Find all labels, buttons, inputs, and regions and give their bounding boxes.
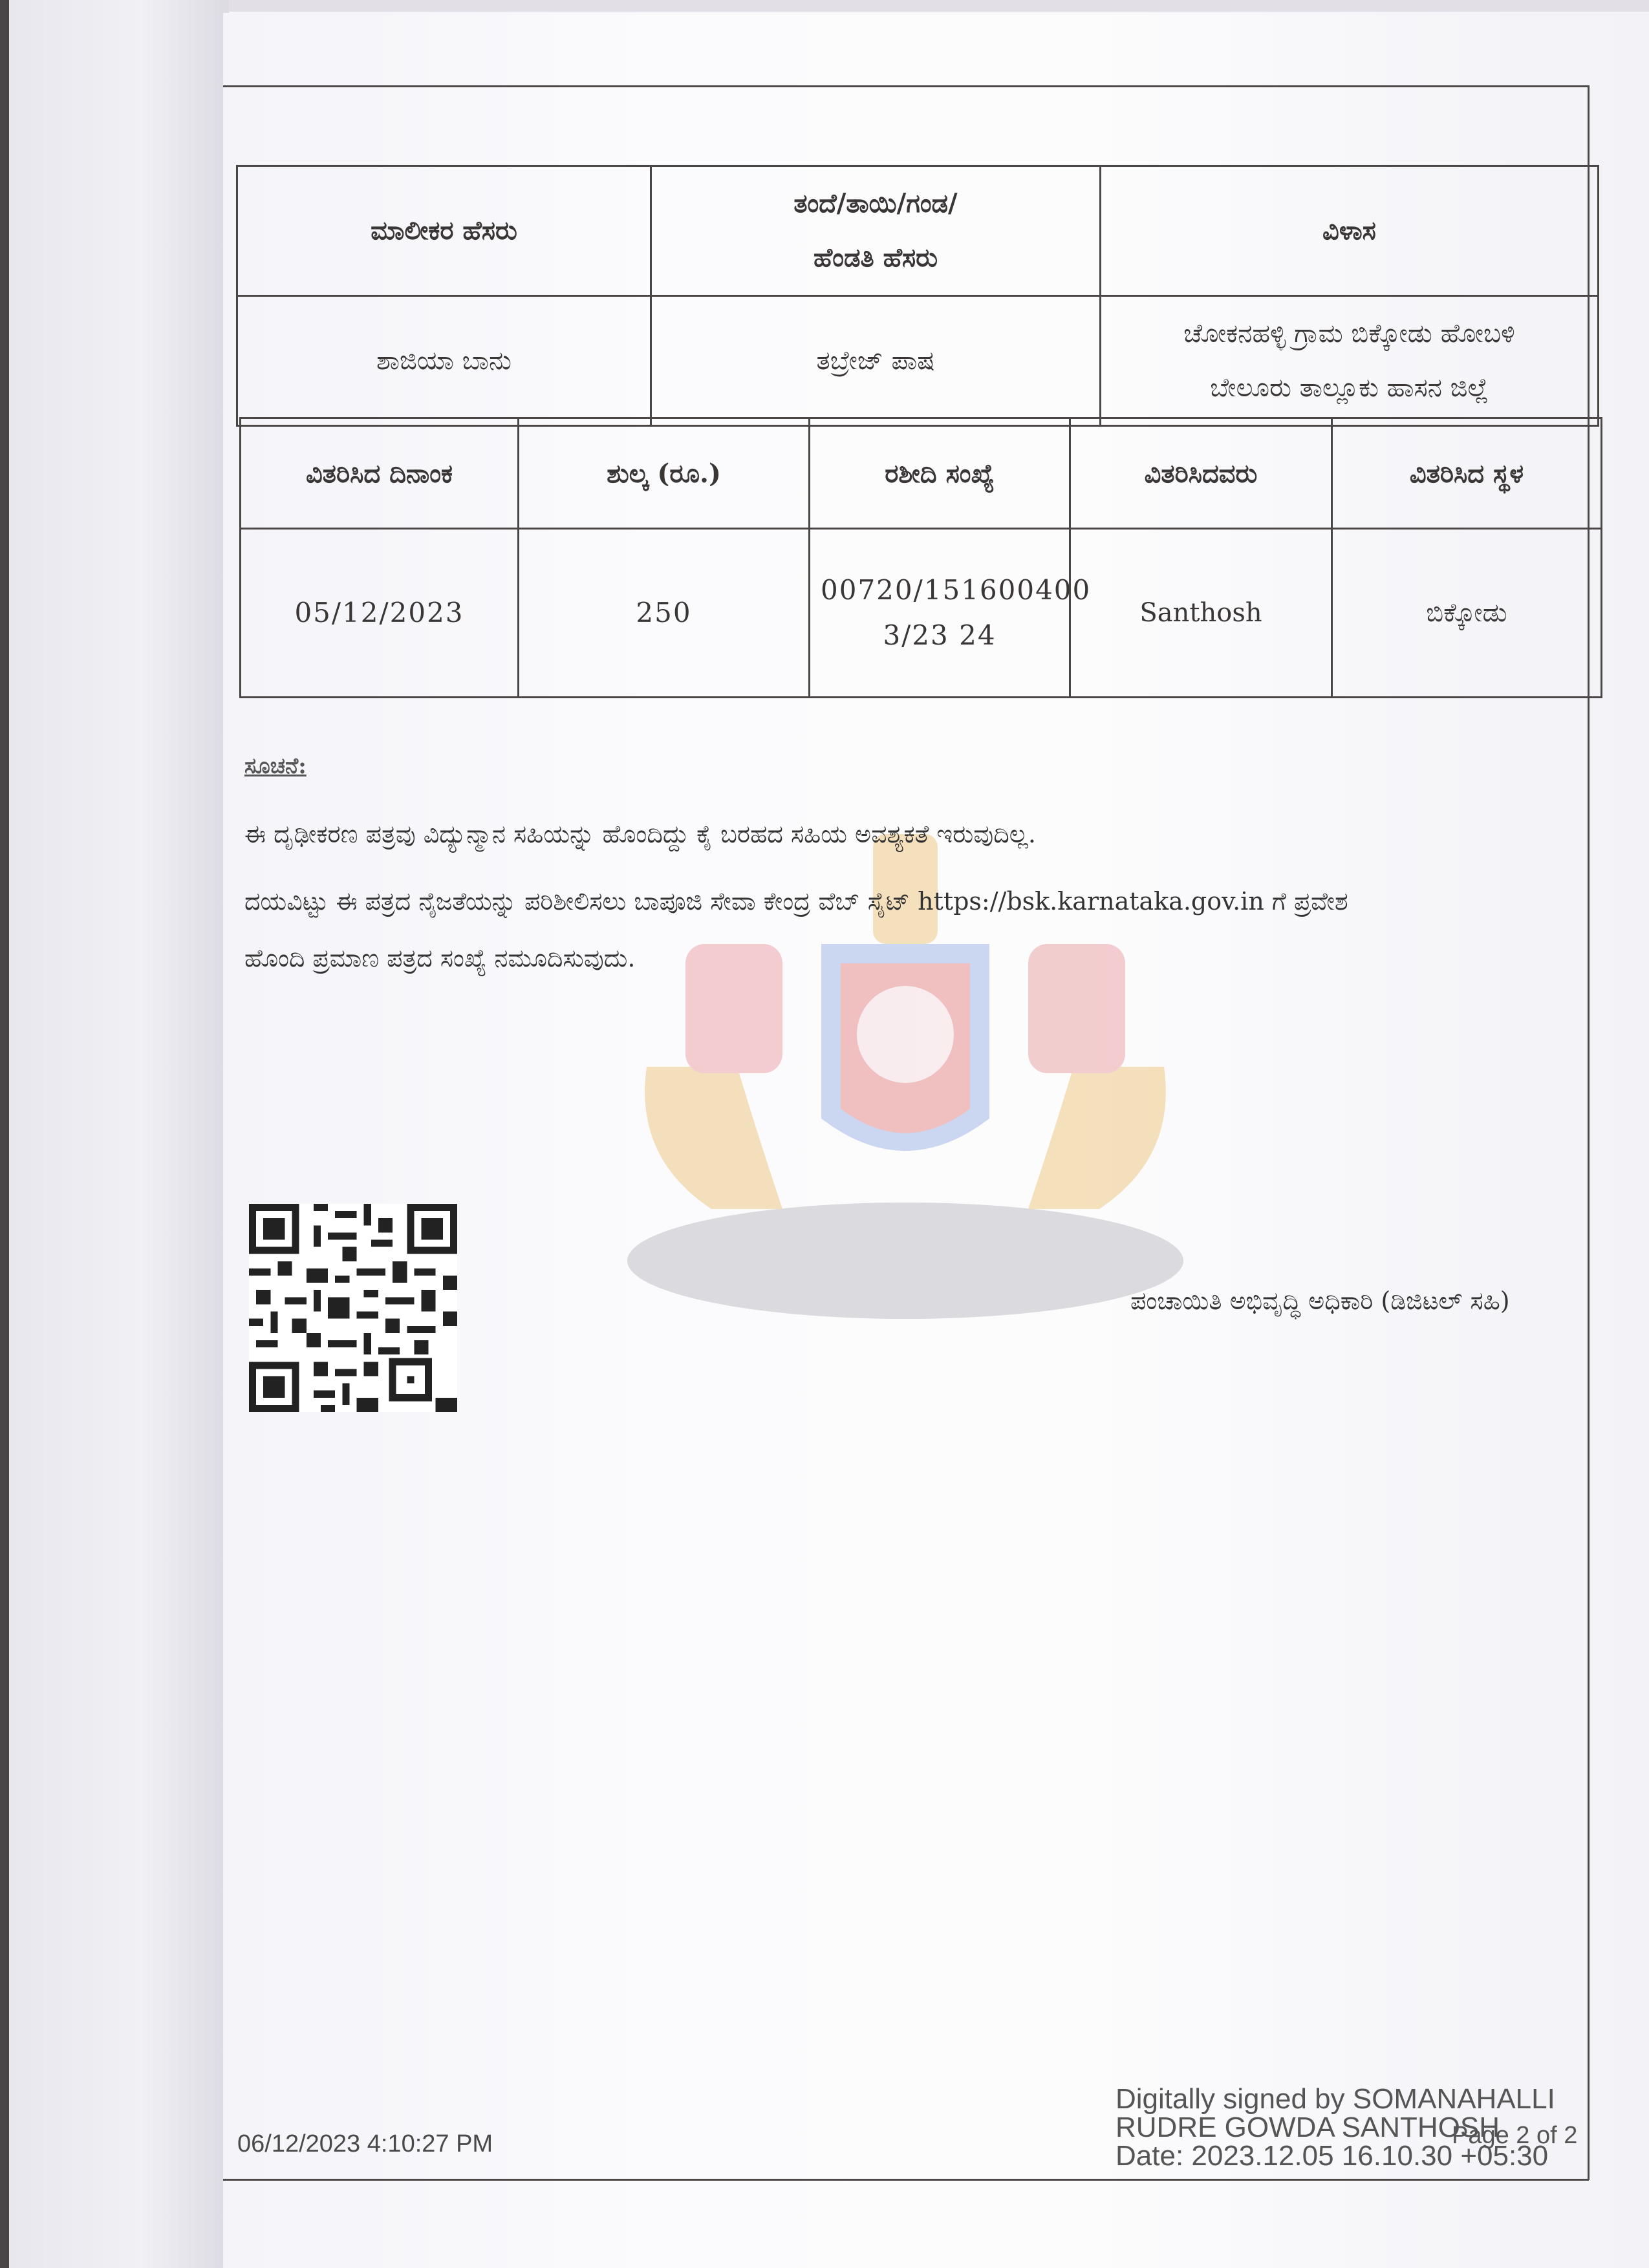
table-header-row: [241, 418, 1602, 529]
table-row: [241, 529, 1602, 698]
issued-by-header: ವಿತರಿಸಿದವರು: [1070, 418, 1332, 529]
relative-name-value: ತಬ್ರೇಜ್ ಪಾಷ: [651, 296, 1101, 426]
print-timestamp: 06/12/2023 4:10:27 PM: [237, 2130, 493, 2157]
owner-details-table: [236, 165, 1599, 427]
receipt-number-header: ರಶೀದಿ ಸಂಖ್ಯೆ: [810, 418, 1070, 529]
digital-signature-line-2: RUDRE GOWDA SANTHOSH: [1116, 2112, 1500, 2143]
scan-dark-edge: [0, 0, 9, 2268]
note-line-3: ಹೊಂದಿ ಪ್ರಮಾಣ ಪತ್ರದ ಸಂಖ್ಯೆ ನಮೂದಿಸುವುದು.: [244, 944, 636, 972]
qr-code: [249, 1204, 457, 1412]
owner-name-header: ಮಾಲೀಕರ ಹೆಸರು: [237, 166, 651, 296]
scan-top-strip: [0, 0, 1649, 12]
address-value: ಚೋಕನಹಳ್ಳಿ ಗ್ರಾಮ ಬಿಕ್ಕೋಡು ಹೋಬಳಿ ಬೇಲೂರು ತಾಲ್ಲೂಕು ಹಾಸನ ಜಿಲ್ಲೆ: [1101, 296, 1599, 426]
note-heading: ಸೂಚನೆ:: [244, 753, 307, 779]
issue-date-value: 05/12/2023: [241, 529, 519, 698]
page-number: Page 2 of 2: [1452, 2122, 1578, 2149]
issued-by-value: Santhosh: [1070, 529, 1332, 698]
issue-place-value: ಬಿಕ್ಕೋಡು: [1332, 529, 1602, 698]
issue-date-header: ವಿತರಿಸಿದ ದಿನಾಂಕ: [241, 418, 519, 529]
fee-header: ಶುಲ್ಕ (ರೂ.): [519, 418, 810, 529]
owner-name-value: ಶಾಜಿಯಾ ಬಾನು: [237, 296, 651, 426]
fee-value: 250: [519, 529, 810, 698]
table-header-row: [237, 166, 1599, 296]
page-frame-top: [223, 85, 1589, 87]
table-row: [237, 296, 1599, 426]
state-emblem-watermark: [569, 795, 1242, 1325]
receipt-number-value: 00720/151600400 3/23 24: [810, 529, 1070, 698]
issue-details-table: [239, 417, 1602, 698]
digital-signature-line-1: Digitally signed by SOMANAHALLI: [1116, 2083, 1555, 2115]
page-frame-bottom: [223, 2179, 1589, 2181]
note-line-1: ಈ ದೃಢೀಕರಣ ಪತ್ರವು ವಿದ್ಯುನ್ಮಾನ ಸಹಿಯನ್ನು ಹೊಂದಿದ್ದು ಕೈ ಬರಹದ ಸಹಿಯ ಅವಶ್ಯಕತೆ ಇರುವುದಿಲ್ಲ.: [244, 820, 1037, 848]
issue-place-header: ವಿತರಿಸಿದ ಸ್ಥಳ: [1332, 418, 1602, 529]
signatory-title: ಪಂಚಾಯಿತಿ ಅಭಿವೃದ್ಧಿ ಅಧಿಕಾರಿ (ಡಿಜಿಟಲ್ ಸಹಿ): [1130, 1287, 1510, 1315]
relative-name-header: ತಂದೆ/ತಾಯಿ/ಗಂಡ/ ಹೆಂಡತಿ ಹೆಸರು: [651, 166, 1101, 296]
address-header: ವಿಳಾಸ: [1101, 166, 1599, 296]
note-line-2: ದಯವಿಟ್ಟು ಈ ಪತ್ರದ ನೈಜತೆಯನ್ನು ಪರಿಶೀಲಿಸಲು ಬಾಪೂಜಿ ಸೇವಾ ಕೇಂದ್ರ ವೆಬ್ ಸೈಟ್ https://bsk.karnataka.gov.in ಗೆ ಪ್ರವೇಶ: [244, 887, 1348, 915]
adjacent-page-edge: [9, 0, 229, 2268]
digital-signature-line-3: Date: 2023.12.05 16.10.30 +05:30: [1116, 2140, 1549, 2172]
